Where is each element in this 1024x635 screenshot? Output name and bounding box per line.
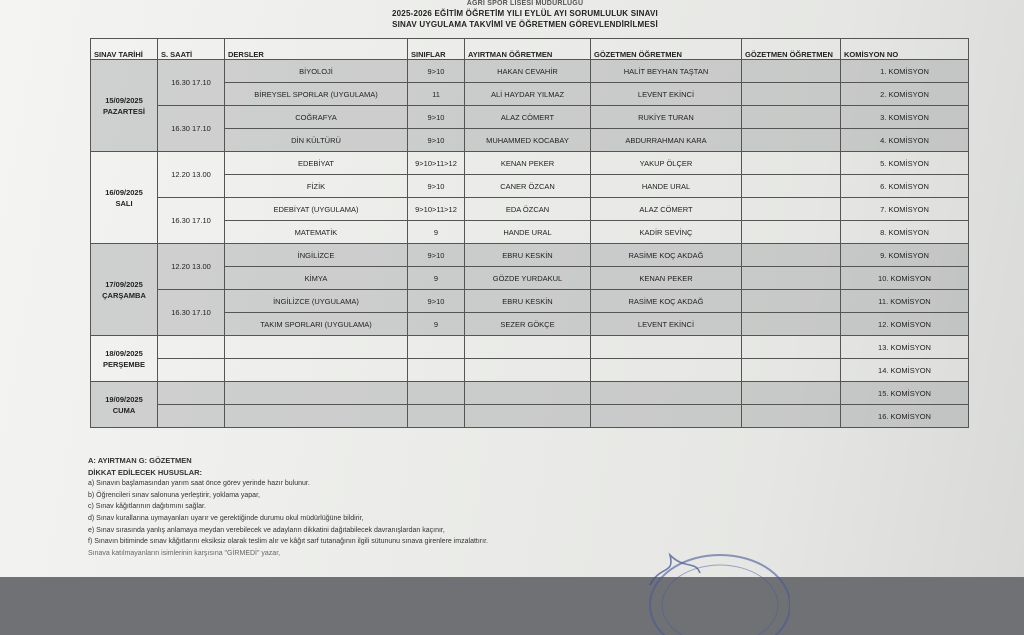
note-item: Sınava katılmayanların isimlerinin karşısına "GİRMEDİ" yazar,	[88, 549, 281, 557]
proctor-cell: YAKUP ÖLÇER	[591, 152, 742, 175]
table-row	[91, 152, 969, 175]
examiner-cell	[465, 382, 591, 405]
day-cell	[91, 336, 158, 382]
course-cell	[225, 382, 408, 405]
course-cell: BİYOLOJİ	[225, 60, 408, 83]
proctor-cell	[591, 359, 742, 382]
legend: A: AYIRTMAN G: GÖZETMEN	[88, 456, 192, 465]
proctor-cell: LEVENT EKİNCİ	[591, 83, 742, 106]
examiner-cell: EDA ÖZCAN	[465, 198, 591, 221]
classes-cell	[408, 359, 465, 382]
classes-cell: 9>10	[408, 290, 465, 313]
proctor2-cell	[742, 221, 841, 244]
day-date: 19/09/2025	[105, 394, 143, 404]
proctor2-cell	[742, 106, 841, 129]
course-cell: EDEBİYAT (UYGULAMA)	[225, 198, 408, 221]
commission-cell: 6. KOMİSYON	[841, 175, 969, 198]
day-date: 17/09/2025	[105, 279, 143, 289]
proctor-cell	[591, 405, 742, 428]
course-cell: EDEBİYAT	[225, 152, 408, 175]
note-item: d) Sınav kurallarına uymayanları uyarır ve gerektiğinde durumu okul müdürlüğüne bildirir,	[88, 514, 364, 522]
proctor2-cell	[742, 336, 841, 359]
table-row	[91, 336, 969, 359]
note-item: c) Sınav kâğıtlarının dağıtımını sağlar.	[88, 503, 206, 511]
table-row	[91, 290, 969, 313]
commission-cell: 10. KOMİSYON	[841, 267, 969, 290]
commission-cell: 15. KOMİSYON	[841, 382, 969, 405]
proctor2-cell	[742, 244, 841, 267]
commission-cell: 9. KOMİSYON	[841, 244, 969, 267]
classes-cell: 9>10	[408, 244, 465, 267]
proctor-cell: ALAZ CÖMERT	[591, 198, 742, 221]
commission-cell: 2. KOMİSYON	[841, 83, 969, 106]
proctor2-cell	[742, 405, 841, 428]
proctor2-cell	[742, 267, 841, 290]
course-cell: KİMYA	[225, 267, 408, 290]
time-cell: 12.20 13.00	[158, 244, 225, 290]
classes-cell: 9>10	[408, 106, 465, 129]
table-row	[91, 382, 969, 405]
classes-cell: 9	[408, 313, 465, 336]
proctor2-cell	[742, 175, 841, 198]
proctor-cell: KADİR SEVİNÇ	[591, 221, 742, 244]
col-proctor: GÖZETMEN ÖĞRETMEN	[591, 39, 742, 60]
time-cell	[158, 382, 225, 405]
table-row	[91, 60, 969, 83]
time-cell	[158, 405, 225, 428]
examiner-cell: EBRU KESKİN	[465, 244, 591, 267]
classes-cell: 9	[408, 221, 465, 244]
proctor-cell: HANDE URAL	[591, 175, 742, 198]
examiner-cell: ALAZ CÖMERT	[465, 106, 591, 129]
time-cell: 16.30 17.10	[158, 198, 225, 244]
classes-cell: 9	[408, 267, 465, 290]
proctor-cell: HALİT BEYHAN TAŞTAN	[591, 60, 742, 83]
day-name: PERŞEMBE	[102, 359, 146, 369]
exam-period-title: 2025-2026 EĞİTİM ÖĞRETİM YILI EYLÜL AYI SORUMLULUK SINAVI	[392, 9, 658, 18]
course-cell	[225, 405, 408, 428]
day-date: 18/09/2025	[105, 348, 143, 358]
proctor2-cell	[742, 290, 841, 313]
table-row	[91, 198, 969, 221]
col-courses: DERSLER	[225, 39, 408, 60]
col-exam-time: S. SAATİ	[158, 39, 225, 60]
course-cell: İNGİLİZCE	[225, 244, 408, 267]
classes-cell: 9>10	[408, 129, 465, 152]
proctor2-cell	[742, 60, 841, 83]
day-name: ÇARŞAMBA	[102, 290, 146, 300]
school-name: AĞRI SPOR LİSESİ MÜDÜRLÜĞÜ	[466, 0, 584, 7]
examiner-cell: SEZER GÖKÇE	[465, 313, 591, 336]
examiner-cell: ALİ HAYDAR YILMAZ	[465, 83, 591, 106]
commission-cell: 12. KOMİSYON	[841, 313, 969, 336]
examiner-cell: GÖZDE YURDAKUL	[465, 267, 591, 290]
col-examiner: AYIRTMAN ÖĞRETMEN	[465, 39, 591, 60]
day-name: PAZARTESİ	[103, 106, 145, 116]
classes-cell	[408, 336, 465, 359]
day-date: 15/09/2025	[105, 95, 143, 105]
time-cell: 12.20 13.00	[158, 152, 225, 198]
examiner-cell	[465, 405, 591, 428]
table-row	[91, 359, 969, 382]
proctor2-cell	[742, 198, 841, 221]
classes-cell: 9>10>11>12	[408, 198, 465, 221]
commission-cell: 14. KOMİSYON	[841, 359, 969, 382]
proctor2-cell	[742, 359, 841, 382]
col-proctor-2: GÖZETMEN ÖĞRETMEN	[742, 39, 841, 60]
classes-cell	[408, 382, 465, 405]
day-name: SALI	[115, 198, 133, 208]
proctor-cell: RUKİYE TURAN	[591, 106, 742, 129]
examiner-cell	[465, 359, 591, 382]
commission-cell: 3. KOMİSYON	[841, 106, 969, 129]
col-commission: KOMİSYON NO	[841, 39, 969, 60]
proctor-cell: RASİME KOÇ AKDAĞ	[591, 290, 742, 313]
classes-cell: 9>10	[408, 175, 465, 198]
school-seal-stamp	[640, 545, 790, 635]
day-date: 16/09/2025	[105, 187, 143, 197]
proctor-cell	[591, 382, 742, 405]
commission-cell: 1. KOMİSYON	[841, 60, 969, 83]
course-cell: DİN KÜLTÜRÜ	[225, 129, 408, 152]
commission-cell: 13. KOMİSYON	[841, 336, 969, 359]
proctor-cell	[591, 336, 742, 359]
course-cell: FİZİK	[225, 175, 408, 198]
examiner-cell: CANER ÖZCAN	[465, 175, 591, 198]
day-cell	[91, 60, 158, 152]
schedule-title: SINAV UYGULAMA TAKVİMİ VE ÖĞRETMEN GÖREVLENDİRİLMESİ	[392, 20, 658, 29]
table-row	[91, 405, 969, 428]
note-item: e) Sınav sırasında yanlış anlamaya meydan verebilecek ve adayların dikkatini dağıtabilecek davranışlardan kaçınır,	[88, 526, 445, 534]
classes-cell	[408, 405, 465, 428]
examiner-cell: HANDE URAL	[465, 221, 591, 244]
course-cell	[225, 336, 408, 359]
examiner-cell: EBRU KESKİN	[465, 290, 591, 313]
course-cell: COĞRAFYA	[225, 106, 408, 129]
proctor2-cell	[742, 313, 841, 336]
notes-section	[88, 455, 708, 559]
proctor-cell: LEVENT EKİNCİ	[591, 313, 742, 336]
time-cell: 16.30 17.10	[158, 60, 225, 106]
examiner-cell: MUHAMMED KOCABAY	[465, 129, 591, 152]
time-cell	[158, 336, 225, 359]
exam-schedule-table	[90, 38, 969, 428]
commission-cell: 11. KOMİSYON	[841, 290, 969, 313]
table-header-row	[91, 39, 969, 60]
examiner-cell	[465, 336, 591, 359]
day-cell	[91, 152, 158, 244]
table-row	[91, 106, 969, 129]
course-cell	[225, 359, 408, 382]
col-exam-date: SINAV TARİHİ	[91, 39, 158, 60]
proctor2-cell	[742, 83, 841, 106]
time-cell: 16.30 17.10	[158, 106, 225, 152]
course-cell: TAKIM SPORLARI (UYGULAMA)	[225, 313, 408, 336]
examiner-cell: HAKAN CEVAHİR	[465, 60, 591, 83]
proctor-cell: RASİME KOÇ AKDAĞ	[591, 244, 742, 267]
classes-cell: 11	[408, 83, 465, 106]
table-row	[91, 244, 969, 267]
classes-cell: 9>10	[408, 60, 465, 83]
notes-heading: DİKKAT EDİLECEK HUSUSLAR:	[88, 467, 203, 477]
time-cell	[158, 359, 225, 382]
day-name: CUMA	[112, 405, 136, 415]
proctor2-cell	[742, 129, 841, 152]
commission-cell: 5. KOMİSYON	[841, 152, 969, 175]
proctor2-cell	[742, 382, 841, 405]
commission-cell: 7. KOMİSYON	[841, 198, 969, 221]
commission-cell: 16. KOMİSYON	[841, 405, 969, 428]
note-item: b) Öğrencileri sınav salonuna yerleştirir, yoklama yapar,	[88, 491, 260, 499]
note-item: a) Sınavın başlamasından yarım saat önce görev yerinde hazır bulunur.	[88, 480, 310, 488]
commission-cell: 4. KOMİSYON	[841, 129, 969, 152]
day-cell	[91, 382, 158, 428]
proctor-cell: KENAN PEKER	[591, 267, 742, 290]
classes-cell: 9>10>11>12	[408, 152, 465, 175]
day-cell	[91, 244, 158, 336]
col-classes: SINIFLAR	[408, 39, 465, 60]
time-cell: 16.30 17.10	[158, 290, 225, 336]
examiner-cell: KENAN PEKER	[465, 152, 591, 175]
course-cell: MATEMATİK	[225, 221, 408, 244]
commission-cell: 8. KOMİSYON	[841, 221, 969, 244]
proctor-cell: ABDURRAHMAN KARA	[591, 129, 742, 152]
course-cell: İNGİLİZCE (UYGULAMA)	[225, 290, 408, 313]
proctor2-cell	[742, 152, 841, 175]
course-cell: BİREYSEL SPORLAR (UYGULAMA)	[225, 83, 408, 106]
note-item: f) Sınavın bitiminde sınav kâğıtlarını eksiksiz olarak teslim alır ve kâğıt sarf tutanağının ilgili sütununu sınava girenlere imzalattırır.	[88, 538, 488, 546]
